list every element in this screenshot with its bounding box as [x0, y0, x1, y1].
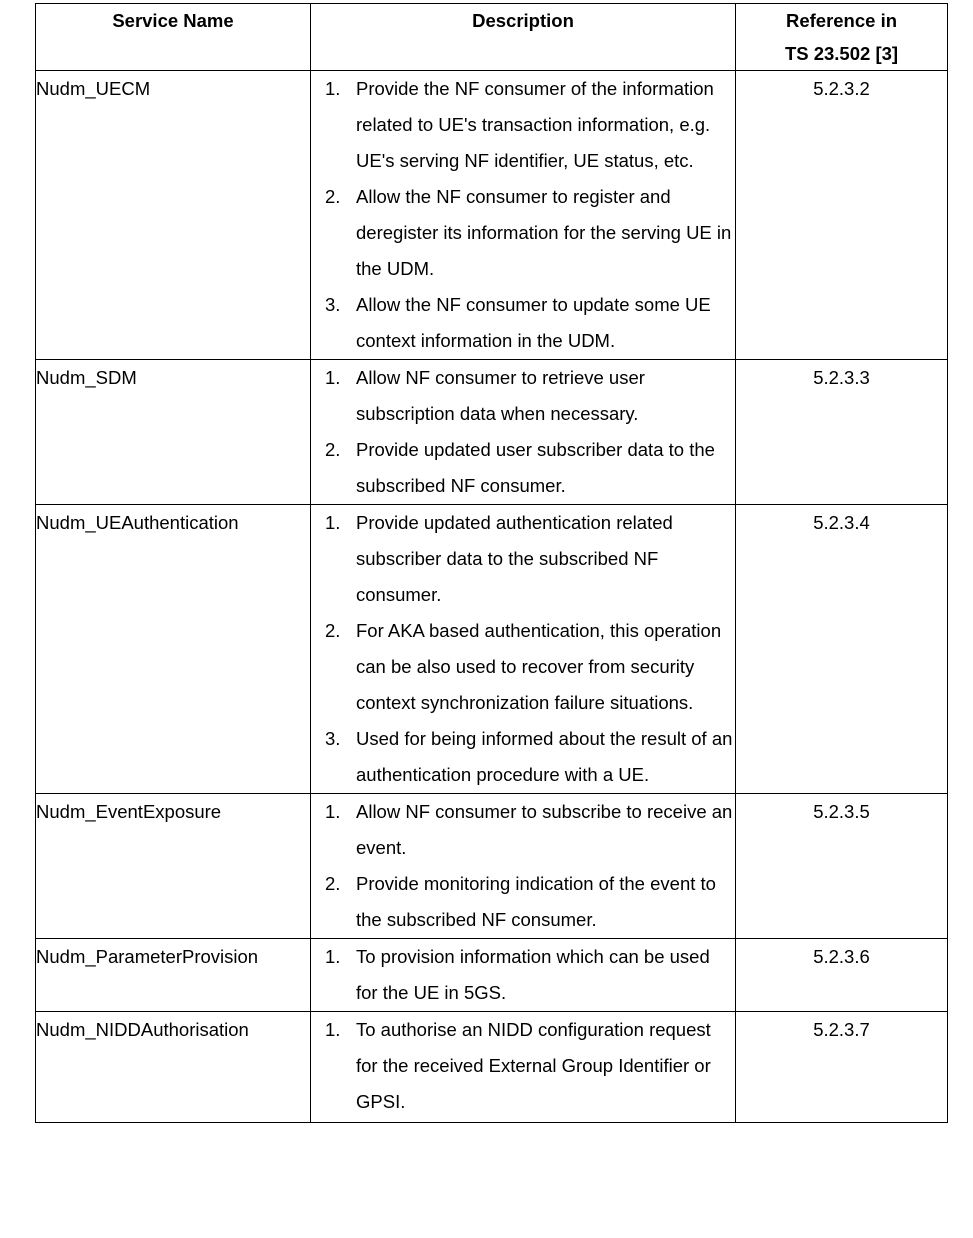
description-list [311, 505, 735, 793]
table-row [36, 1012, 948, 1123]
list-item-number: 3. [325, 728, 341, 749]
list-item-number: 1. [325, 367, 341, 388]
cell-reference: 5.2.3.3 [736, 360, 948, 505]
list-item-number: 1. [325, 512, 341, 533]
cell-reference: 5.2.3.5 [736, 794, 948, 939]
list-item-text: Used for being informed about the result of an authentication procedure with a UE. [356, 728, 733, 785]
list-item-text: To provision information which can be used for the UE in 5GS. [356, 946, 710, 1003]
list-item-text: To authorise an NIDD configuration request for the received External Group Identifier or GPSI. [356, 1019, 711, 1112]
description-list-item [311, 287, 735, 359]
table-row [36, 939, 948, 1012]
table-row [36, 794, 948, 939]
cell-reference: 5.2.3.4 [736, 505, 948, 794]
description-list [311, 71, 735, 359]
description-list-item [311, 613, 735, 721]
cell-service-name: Nudm_SDM [36, 360, 311, 505]
description-list-item [311, 71, 735, 179]
description-list [311, 939, 735, 1011]
description-list-item [311, 179, 735, 287]
list-item-number: 1. [325, 1019, 341, 1040]
description-list-item [311, 721, 735, 793]
cell-service-name: Nudm_UEAuthentication [36, 505, 311, 794]
list-item-text: Allow NF consumer to retrieve user subscription data when necessary. [356, 367, 645, 424]
list-item-text: Provide updated user subscriber data to the subscribed NF consumer. [356, 439, 715, 496]
cell-description [311, 71, 736, 360]
list-item-number: 1. [325, 946, 341, 967]
cell-description [311, 794, 736, 939]
list-item-text: For AKA based authentication, this operation can be also used to recover from security context synchronization failure situations. [356, 620, 722, 713]
column-header-service-name [36, 4, 311, 71]
list-item-text: Allow the NF consumer to register and deregister its information for the serving UE in the UDM. [356, 186, 732, 279]
list-item-number: 2. [325, 186, 341, 207]
table-row [36, 505, 948, 794]
cell-service-name: Nudm_NIDDAuthorisation [36, 1012, 311, 1123]
description-list-item [311, 866, 735, 938]
cell-service-name: Nudm_EventExposure [36, 794, 311, 939]
list-item-number: 1. [325, 78, 341, 99]
services-table [35, 3, 948, 1123]
cell-reference: 5.2.3.6 [736, 939, 948, 1012]
list-item-number: 2. [325, 620, 341, 641]
list-item-text: Provide the NF consumer of the information related to UE's transaction information, e.g. UE's serving NF identifier, UE status, etc. [356, 78, 714, 171]
header-reference-line2: TS 23.502 [3] [784, 43, 899, 64]
list-item-text: Allow NF consumer to subscribe to receive an event. [356, 801, 733, 858]
table-body [36, 71, 948, 1123]
header-description-text: Description [472, 10, 574, 31]
description-list-item [311, 432, 735, 504]
header-reference-line1: Reference in [785, 10, 898, 31]
list-item-text: Provide monitoring indication of the event to the subscribed NF consumer. [356, 873, 716, 930]
table-row [36, 360, 948, 505]
table-row [36, 71, 948, 360]
cell-description [311, 505, 736, 794]
header-service-name-text: Service Name [112, 10, 234, 31]
description-list-item [311, 360, 735, 432]
cell-service-name: Nudm_ParameterProvision [36, 939, 311, 1012]
list-item-number: 3. [325, 294, 341, 315]
cell-description [311, 360, 736, 505]
header-row [36, 4, 948, 71]
list-item-text: Allow the NF consumer to update some UE context information in the UDM. [356, 294, 711, 351]
column-header-description [311, 4, 736, 71]
description-list-item [311, 505, 735, 613]
cell-service-name: Nudm_UECM [36, 71, 311, 360]
table-header [36, 4, 948, 71]
list-item-text: Provide updated authentication related subscriber data to the subscribed NF consumer. [356, 512, 673, 605]
description-list [311, 794, 735, 938]
cell-description [311, 939, 736, 1012]
list-item-number: 1. [325, 801, 341, 822]
column-header-reference [736, 4, 948, 71]
cell-reference: 5.2.3.2 [736, 71, 948, 360]
description-list [311, 1012, 735, 1120]
cell-description [311, 1012, 736, 1123]
list-item-number: 2. [325, 439, 341, 460]
description-list-item [311, 794, 735, 866]
description-list [311, 360, 735, 504]
cell-reference: 5.2.3.7 [736, 1012, 948, 1123]
list-item-number: 2. [325, 873, 341, 894]
description-list-item [311, 939, 735, 1011]
description-list-item [311, 1012, 735, 1120]
